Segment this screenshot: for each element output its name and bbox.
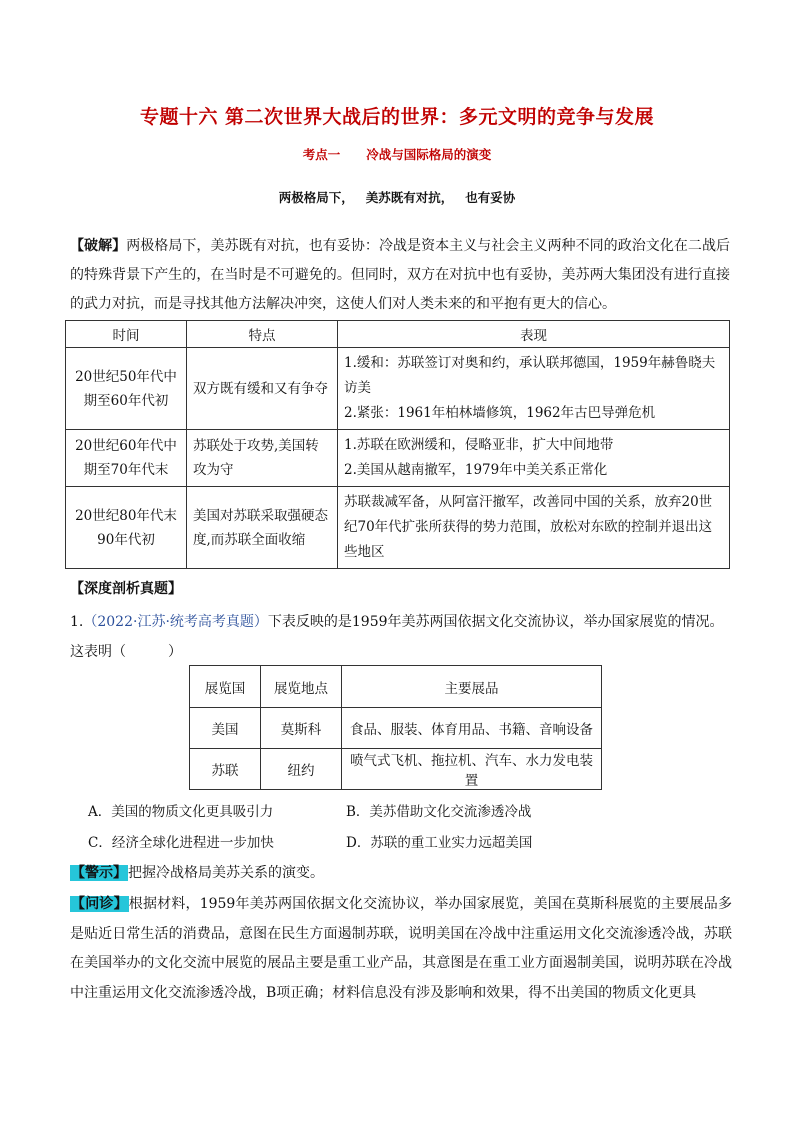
warning-text: 把握冷战格局美苏关系的演变。 — [128, 865, 324, 881]
detail-line: 苏联裁减军备，从阿富汗撤军，改善同中国的关系，放弃20世纪70年代扩张所获得的势力范围，放松对东欧的控制并退出这些地区 — [344, 494, 713, 560]
topic-label: 考点一 — [302, 147, 341, 162]
feature-cell: 苏联处于攻势,美国转攻为守 — [187, 430, 338, 487]
detail-cell — [338, 487, 730, 569]
topic-text: 冷战与国际格局的演变 — [366, 147, 492, 162]
heading-part-2: 美苏既有对抗， — [365, 190, 454, 205]
question-stem: 下表反映的是1959年美苏两国依据文化交流协议，举办国家展览的情况。这表明（ ） — [70, 614, 724, 660]
detail-line: 2.紧张：1961年柏林墙修筑，1962年古巴导弹危机 — [344, 405, 656, 421]
question-number: 1. — [70, 614, 84, 630]
question-1 — [70, 607, 735, 667]
time-cell: 20世纪80年代末90年代初 — [66, 487, 187, 569]
table-header-row — [190, 666, 602, 708]
table-header-cell: 时间 — [66, 321, 187, 348]
table-header-cell: 主要展品 — [342, 666, 602, 708]
explain-tag: 【破解】 — [70, 238, 127, 254]
table-cell: 喷气式飞机、拖拉机、汽车、水力发电装置 — [342, 749, 602, 790]
page-title: 专题十六 第二次世界大战后的世界：多元文明的竞争与发展 — [139, 106, 655, 128]
time-cell: 20世纪60年代中期至70年代末 — [66, 430, 187, 487]
table-row — [66, 348, 730, 430]
heading-part-3: 也有妥协 — [465, 190, 516, 205]
detail-line: 1.苏联在欧洲缓和，侵略亚非，扩大中间地带 — [344, 437, 614, 453]
diagnosis-tag: 【问诊】 — [71, 896, 128, 912]
option-c[interactable]: C．经济全球化进程进一步加快 — [88, 835, 274, 851]
feature-cell: 美国对苏联采取强硬态度,而苏联全面收缩 — [187, 487, 338, 569]
topic-subtitle — [0, 145, 794, 163]
table-header-cell: 展览国 — [190, 666, 261, 708]
table-cell: 美国 — [190, 708, 261, 749]
diagnosis-text: 根据材料，1959年美苏两国依据文化交流协议，举办国家展览，美国在莫斯科展览的主要展品多是贴近日常生活的消费品，意图在民生方面遏制苏联，说明美国在冷战中注重运用文化交流渗透冷战，苏联在美国举办的文化交流中展览的展品主要是重工业产品，其意图是在重工业方面遏制美国，说明苏联在冷战中注重运用文化交流渗透冷战，B项正确；材料信息没有涉及影响和效果，得不出美国的物质文化更具 — [70, 896, 732, 1001]
table-cell: 莫斯科 — [261, 708, 342, 749]
detail-cell — [338, 348, 730, 430]
table-row — [66, 430, 730, 487]
option-a[interactable]: A．美国的物质文化更具吸引力 — [88, 804, 274, 820]
table-header-cell: 表现 — [338, 321, 730, 348]
detail-line: 2.美国从越南撤军，1979年中美关系正常化 — [344, 462, 608, 478]
section-heading — [0, 188, 794, 206]
table-header-cell: 展览地点 — [261, 666, 342, 708]
exhibition-table — [189, 665, 602, 790]
table-cell: 食品、服装、体育用品、书籍、音响设备 — [342, 708, 602, 749]
feature-cell: 双方既有缓和又有争夺 — [187, 348, 338, 430]
heading-part-1: 两极格局下， — [278, 190, 354, 205]
cold-war-phases-table — [65, 320, 730, 569]
table-cell: 纽约 — [261, 749, 342, 790]
table-row — [190, 708, 602, 749]
warning-note — [70, 859, 324, 888]
time-cell: 20世纪50年代中期至60年代初 — [66, 348, 187, 430]
table-row — [190, 749, 602, 790]
diagnosis-paragraph — [70, 890, 732, 1008]
table-header-row — [66, 321, 730, 348]
detail-cell — [338, 430, 730, 487]
section-label: 【深度剖析真题】 — [70, 581, 182, 597]
option-d[interactable]: D．苏联的重工业实力远超美国 — [346, 835, 533, 851]
question-source-link[interactable]: （2022·江苏·统考高考真题） — [83, 614, 268, 630]
detail-line: 1.缓和：苏联签订对奥和约，承认联邦德国，1959年赫鲁晓夫访美 — [344, 355, 716, 396]
warning-tag: 【警示】 — [71, 865, 127, 881]
option-b[interactable]: B．美苏借助文化交流渗透冷战 — [346, 804, 532, 820]
table-cell: 苏联 — [190, 749, 261, 790]
explain-paragraph — [70, 232, 730, 319]
explain-text: 两极格局下，美苏既有对抗，也有妥协：冷战是资本主义与社会主义两种不同的政治文化在二战后的特殊背景下产生的，在当时是不可避免的。但同时，双方在对抗中也有妥协，美苏两大集团没有进行直接的武力对抗，而是寻找其他方法解决冲突，这使人们对人类未来的和平抱有更大的信心。 — [70, 238, 731, 312]
table-row — [66, 487, 730, 569]
table-header-cell: 特点 — [187, 321, 338, 348]
